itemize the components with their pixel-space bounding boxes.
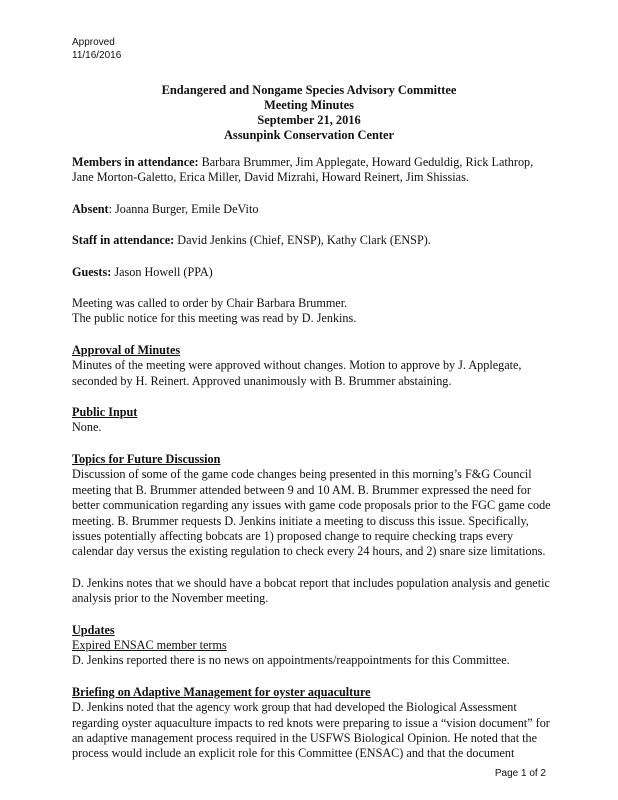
staff-list: David Jenkins (Chief, ENSP), Kathy Clark (ENSP). (174, 233, 431, 248)
members-list: Barbara Brummer, Jim Applegate, Howard Geduldig, Rick Lathrop, Jane Morton-Galetto, Erica Miller, David Mizrahi, Howard Reinert, Jim Shissias. (72, 155, 534, 185)
call-to-order: Meeting was called to order by Chair Barbara Brummer. (72, 296, 348, 311)
public-input-text: None. (72, 420, 102, 435)
approval-date: 11/16/2016 (72, 50, 122, 61)
absent-label: Absent (72, 201, 109, 216)
briefing-text: D. Jenkins noted that the agency work group that had developed the Biological Assessment regarding oyster aquaculture impacts to red knots were preparing to issue a “vision document” for an adaptive management process required in the USFWS Biological Opinion. He noted that the process would include an explicit role for this Committee (ENSAC) and that the document (72, 700, 550, 761)
absent-paragraph (72, 202, 552, 217)
document-type: Meeting Minutes (264, 98, 354, 112)
approval-stamp (72, 36, 121, 62)
minutes-text: Minutes of the meeting were approved without changes. Motion to approve by J. Applegate, seconded by H. Reinert. Approved unanimously with B. Brummer abstaining. (72, 358, 522, 388)
guests-list: Jason Howell (PPA) (111, 264, 213, 279)
absent-list: : Joanna Burger, Emile DeVito (108, 201, 259, 216)
committee-name: Endangered and Nongame Species Advisory Committee (161, 83, 457, 97)
staff-label: Staff in attendance: (72, 233, 175, 248)
members-label: Members in attendance: (72, 155, 199, 169)
page-number: Page 1 of 2 (494, 768, 546, 779)
guests-label: Guests: (72, 264, 112, 279)
public-notice: The public notice for this meeting was read by D. Jenkins. (72, 311, 357, 326)
updates-subheading: Expired ENSAC member terms (72, 637, 227, 652)
topics-heading: Topics for Future Discussion (72, 451, 221, 466)
guests-paragraph (72, 265, 552, 280)
document-body (72, 155, 552, 762)
approval-label: Approved (72, 37, 115, 48)
meeting-location: Assunpink Conservation Center (223, 128, 395, 142)
opening-paragraph (72, 296, 552, 327)
updates-text: D. Jenkins reported there is no news on appointments/reappointments for this Committee. (72, 653, 510, 668)
meeting-date: September 21, 2016 (257, 113, 361, 127)
minutes-heading: Approval of Minutes (72, 342, 181, 357)
topics-text-2: D. Jenkins notes that we should have a bobcat report that includes population analysis and genetic analysis prior to the November meeting. (72, 575, 550, 606)
topics-text-1: Discussion of some of the game code changes being presented in this morning’s F&G Council meeting that B. Brummer attended between 9 and 10 AM. B. Brummer expressed the need for better communication regarding any issues with game code proposals prior to the FGC game code meeting. B. Brummer requests D. Jenkins initiate a meeting to discuss this issue. Specifically, issues potentially affecting bobcats are 1) proposed change to require checking traps every calendar day versus the existing regulation to check every 24 hours, and 2) snare size limitations. (72, 467, 551, 559)
public-input-heading: Public Input (72, 405, 138, 420)
staff-paragraph (72, 233, 552, 248)
updates-heading: Updates (72, 622, 115, 637)
document-title (0, 83, 618, 143)
members-paragraph (72, 155, 552, 186)
briefing-heading: Briefing on Adaptive Management for oyster aquaculture (72, 684, 371, 699)
